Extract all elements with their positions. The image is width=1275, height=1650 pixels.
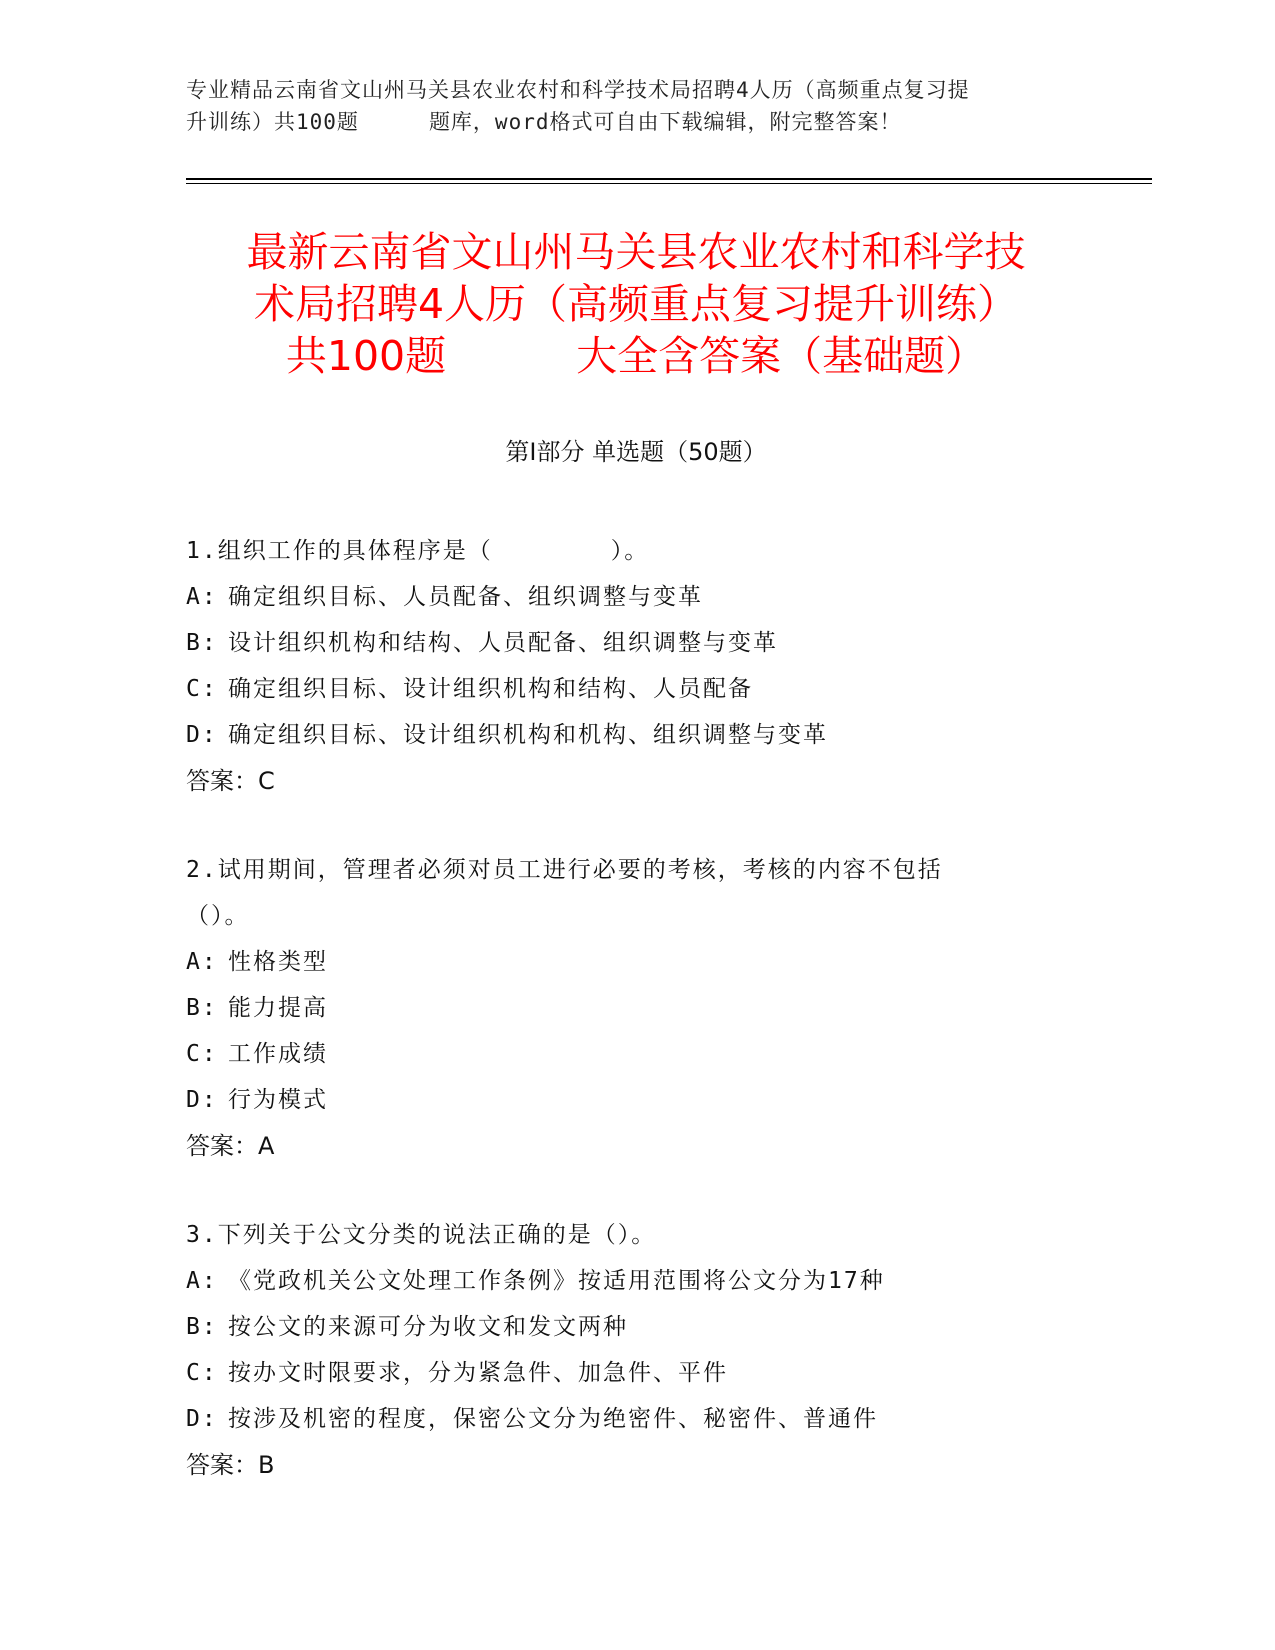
answer: 答案：C [186,767,275,795]
option-d: D: 按涉及机密的程度，保密公文分为绝密件、秘密件、普通件 [186,1406,878,1432]
option-a: A: 《党政机关公文处理工作条例》按适用范围将公文分为17种 [186,1268,885,1294]
header-divider-thick [186,178,1152,180]
option-b: B: 设计组织机构和结构、人员配备、组织调整与变革 [186,630,778,656]
question-list [186,528,1086,1531]
title-line-3 [186,330,1086,382]
option-c: C: 按办文时限要求，分为紧急件、加急件、平件 [186,1360,728,1386]
answer: 答案：A [186,1132,275,1160]
header-line-2-start: 升训练）共100题 [186,110,359,134]
question-1 [186,528,1086,804]
header-line-2 [186,106,1086,138]
header-line-2-end: 题库，word格式可自由下载编辑，附完整答案！ [428,110,902,134]
option-a: A: 确定组织目标、人员配备、组织调整与变革 [186,584,703,610]
title-line-2: 术局招聘4人历（高频重点复习提升训练） [253,280,1019,328]
answer: 答案：B [186,1451,275,1479]
option-d: D: 行为模式 [186,1087,328,1113]
option-a: A: 性格类型 [186,949,328,975]
title-line-3-end: 大全含答案（基础题） [576,332,987,380]
question-stem-continued: （）。 [186,903,250,929]
question-stem: 1.组织工作的具体程序是（ ）。 [186,538,650,564]
document-header [186,74,1086,138]
question-3 [186,1212,1086,1488]
title-line-3-start: 共100题 [285,332,447,380]
option-b: B: 能力提高 [186,995,328,1021]
header-divider-thin [186,183,1152,184]
question-stem: 3.下列关于公文分类的说法正确的是（）。 [186,1222,657,1248]
question-2 [186,847,1086,1169]
question-stem: 2.试用期间，管理者必须对员工进行必要的考核，考核的内容不包括 [186,857,943,883]
document-title [186,226,1086,382]
header-line-1: 专业精品云南省文山州马关县农业农村和科学技术局招聘4人历（高频重点复习提 [186,78,970,102]
option-c: C: 确定组织目标、设计组织机构和结构、人员配备 [186,676,753,702]
section-heading: 第Ⅰ部分 单选题（50题） [505,438,767,466]
option-b: B: 按公文的来源可分为收文和发文两种 [186,1314,628,1340]
option-c: C: 工作成绩 [186,1041,328,1067]
option-d: D: 确定组织目标、设计组织机构和机构、组织调整与变革 [186,722,828,748]
title-line-1: 最新云南省文山州马关县农业农村和科学技 [246,228,1026,276]
